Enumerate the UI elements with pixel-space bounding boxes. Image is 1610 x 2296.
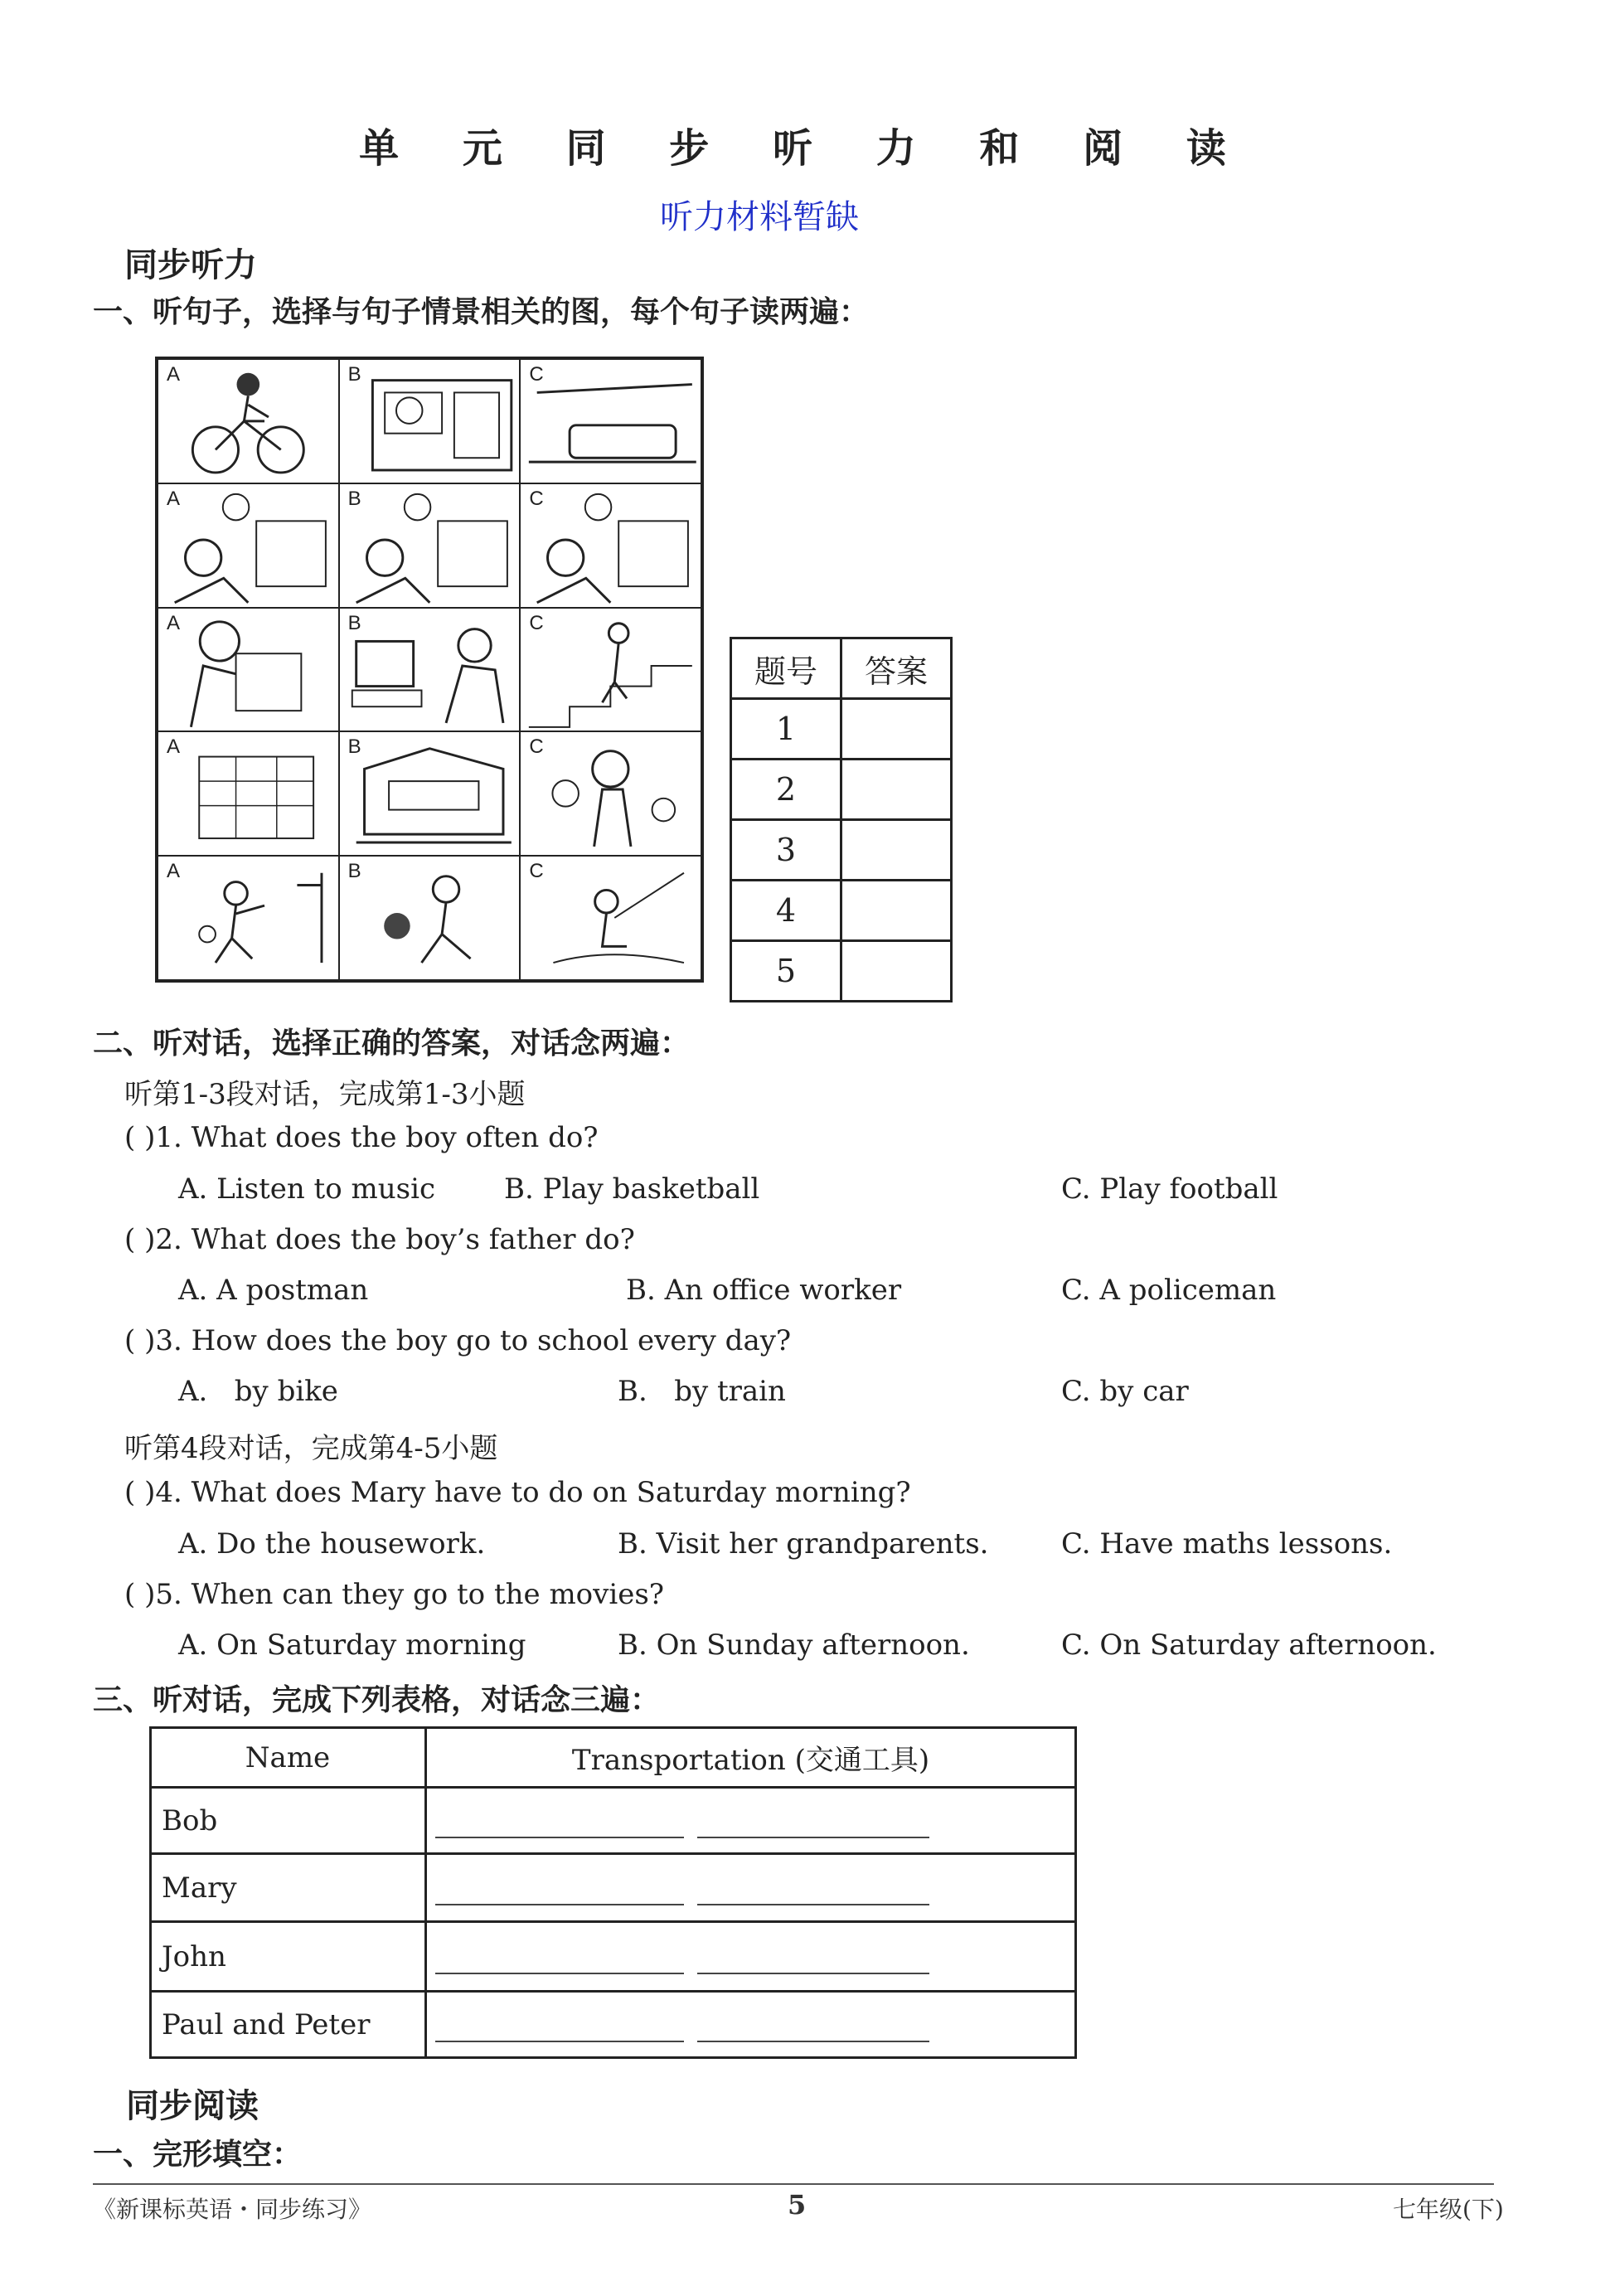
- picture-label: C: [529, 735, 544, 759]
- picture-label: A: [167, 611, 181, 634]
- picture-cell: [520, 483, 701, 608]
- q2-option-b: B. An office worker: [626, 1274, 902, 1307]
- boy-football-illustration: [340, 857, 520, 979]
- man-computer-illustration: [340, 609, 520, 731]
- answer-blank[interactable]: [697, 1803, 929, 1838]
- answer-blank[interactable]: [435, 1871, 684, 1905]
- picture-cell: [520, 608, 701, 732]
- q3-option-c: C. by car: [1061, 1375, 1189, 1408]
- boy-window-clock-illustration: [158, 484, 338, 607]
- post-office-illustration: [340, 732, 520, 855]
- picture-label: A: [167, 860, 181, 883]
- footer-book-title: 《新课标英语・同步练习》: [93, 2196, 372, 2223]
- picture-label: C: [529, 487, 544, 510]
- transport-row-name: Paul and Peter: [151, 1992, 426, 2058]
- answer-cell[interactable]: [841, 820, 952, 881]
- picture-cell: [339, 856, 521, 980]
- q2-option-c: C. A policeman: [1061, 1274, 1277, 1307]
- page-title: 单 元 同 步 听 力 和 阅 读: [359, 125, 1251, 172]
- transport-table: [149, 1726, 1077, 2059]
- part1-instruction: 一、听句子，选择与句子情景相关的图，每个句子读两遍：: [93, 295, 870, 329]
- question-1: ( )1. What does the boy often do?: [124, 1121, 599, 1154]
- bus-illustration: [340, 360, 520, 483]
- picture-label: B: [347, 363, 361, 386]
- answer-number: 2: [731, 760, 841, 820]
- answer-table-header-answer: 答案: [841, 638, 952, 699]
- listening-heading: 同步听力: [124, 246, 257, 284]
- q3-option-a: A. by bike: [178, 1375, 338, 1408]
- picture-label: B: [347, 611, 361, 634]
- transport-header-name: Name: [151, 1728, 426, 1788]
- footer-rule: [93, 2183, 1494, 2185]
- picture-cell: [158, 731, 339, 856]
- picture-label: B: [347, 487, 361, 510]
- man-stairs-illustration: [521, 609, 701, 731]
- picture-label: A: [167, 363, 181, 386]
- boy-basketball-illustration: [158, 857, 338, 979]
- answer-cell[interactable]: [841, 760, 952, 820]
- question-2: ( )2. What does the boy’s father do?: [124, 1223, 635, 1256]
- q5-option-b: B. On Sunday afternoon.: [618, 1629, 970, 1662]
- answer-number: 4: [731, 881, 841, 941]
- boy-window-clock-illustration: [521, 484, 701, 607]
- answer-number: 3: [731, 820, 841, 881]
- boy-window-clock-illustration: [340, 484, 520, 607]
- picture-cell: [158, 608, 339, 732]
- q2-option-a: A. A postman: [178, 1274, 369, 1307]
- picture-cell: [520, 359, 701, 483]
- answer-blank[interactable]: [435, 2007, 684, 2042]
- boy-fishing-illustration: [521, 857, 701, 979]
- answer-blank[interactable]: [697, 1939, 929, 1974]
- answer-number: 5: [731, 941, 841, 1002]
- answer-blank[interactable]: [435, 1803, 684, 1838]
- picture-label: C: [529, 611, 544, 634]
- picture-label: A: [167, 487, 181, 510]
- page-number: 5: [788, 2189, 807, 2221]
- boy-bicycle-illustration: [158, 360, 338, 483]
- answer-number: 1: [731, 699, 841, 760]
- transport-row-name: John: [151, 1922, 426, 1992]
- hospital-illustration: [521, 732, 701, 855]
- part2-instruction: 二、听对话，选择正确的答案，对话念两遍：: [93, 1027, 691, 1061]
- picture-cell: [520, 856, 701, 980]
- q4-option-a: A. Do the housework.: [178, 1527, 486, 1561]
- picture-cell: [339, 731, 521, 856]
- question-5: ( )5. When can they go to the movies?: [124, 1578, 665, 1611]
- answer-blank[interactable]: [697, 1871, 929, 1905]
- q4-option-b: B. Visit her grandparents.: [618, 1527, 989, 1561]
- q1-option-b: B. Play basketball: [504, 1172, 760, 1206]
- question-4: ( )4. What does Mary have to do on Saturday morning?: [124, 1476, 911, 1509]
- transport-header-transportation: Transportation (交通工具): [426, 1728, 1076, 1788]
- picture-label: B: [347, 735, 361, 759]
- picture-label: A: [167, 735, 181, 759]
- q5-option-c: C. On Saturday afternoon.: [1061, 1629, 1437, 1662]
- picture-grid: [155, 357, 704, 983]
- page-subtitle: 听力材料暂缺: [660, 198, 859, 236]
- answer-cell[interactable]: [841, 941, 952, 1002]
- picture-cell: [520, 731, 701, 856]
- reading-part1-instruction: 一、完形填空：: [93, 2138, 303, 2172]
- answer-cell[interactable]: [841, 699, 952, 760]
- transport-row-name: Bob: [151, 1788, 426, 1854]
- picture-cell: [158, 856, 339, 980]
- picture-cell: [339, 608, 521, 732]
- answer-blank[interactable]: [435, 1939, 684, 1974]
- transport-row-name: Mary: [151, 1854, 426, 1922]
- question-3: ( )3. How does the boy go to school every day?: [124, 1324, 792, 1357]
- picture-cell: [158, 359, 339, 483]
- picture-cell: [158, 483, 339, 608]
- picture-cell: [339, 483, 521, 608]
- picture-label: C: [529, 363, 544, 386]
- man-newspaper-illustration: [158, 609, 338, 731]
- q4-option-c: C. Have maths lessons.: [1061, 1527, 1393, 1561]
- part3-instruction: 三、听对话，完成下列表格，对话念三遍：: [93, 1683, 661, 1717]
- q3-option-b: B. by train: [618, 1375, 786, 1408]
- q5-option-a: A. On Saturday morning: [178, 1629, 526, 1662]
- q1-option-a: A. Listen to music: [178, 1172, 436, 1206]
- part2-group2: 听第4段对话，完成第4-5小题: [124, 1432, 498, 1465]
- answer-cell[interactable]: [841, 881, 952, 941]
- picture-cell: [339, 359, 521, 483]
- answer-table: [730, 637, 953, 1002]
- reading-heading: 同步阅读: [126, 2087, 259, 2125]
- train-illustration: [521, 360, 701, 483]
- picture-label: C: [529, 860, 544, 883]
- answer-blank[interactable]: [697, 2007, 929, 2042]
- q1-option-c: C. Play football: [1061, 1172, 1278, 1206]
- part2-group1: 听第1-3段对话，完成第1-3小题: [124, 1078, 526, 1111]
- answer-table-header-number: 题号: [731, 638, 841, 699]
- building-illustration: [158, 732, 338, 855]
- footer-grade: 七年级(下): [1393, 2196, 1504, 2223]
- picture-label: B: [347, 860, 361, 883]
